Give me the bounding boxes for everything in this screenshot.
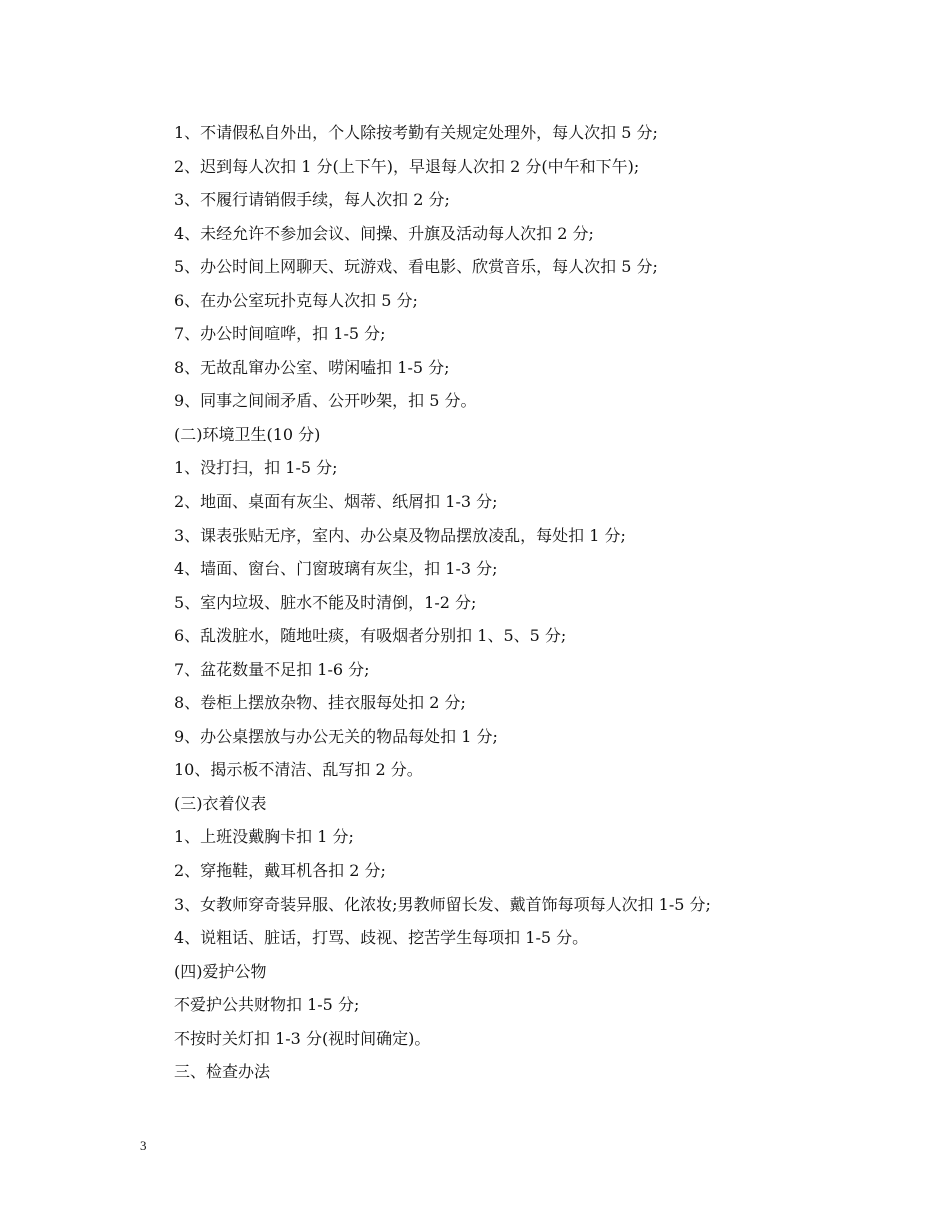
page-number: 3	[140, 1138, 147, 1153]
document-body	[174, 116, 914, 1089]
section-heading: (四)爱护公物	[174, 961, 267, 981]
list-item: 不爱护公共财物扣 1-5 分;	[174, 995, 360, 1015]
list-item: 6、在办公室玩扑克每人次扣 5 分;	[174, 290, 418, 310]
list-item: 6、乱泼脏水，随地吐痰，有吸烟者分别扣 1、5、5 分;	[174, 626, 567, 646]
section-heading: (二)环境卫生(10 分)	[174, 424, 321, 444]
list-item: 2、迟到每人次扣 1 分(上下午)，早退每人次扣 2 分(中午和下午);	[174, 156, 640, 176]
list-item: 10、揭示板不清洁、乱写扣 2 分。	[174, 760, 423, 780]
list-item: 4、未经允许不参加会议、间操、升旗及活动每人次扣 2 分;	[174, 223, 594, 243]
list-item: 1、不请假私自外出，个人除按考勤有关规定处理外，每人次扣 5 分;	[174, 123, 658, 142]
list-item: 5、办公时间上网聊天、玩游戏、看电影、欣赏音乐，每人次扣 5 分;	[174, 257, 658, 277]
list-item: 9、办公桌摆放与办公无关的物品每处扣 1 分;	[174, 726, 498, 746]
list-item: 1、没打扫，扣 1-5 分;	[174, 458, 338, 478]
list-item: 2、地面、桌面有灰尘、烟蒂、纸屑扣 1-3 分;	[174, 492, 498, 512]
list-item: 7、盆花数量不足扣 1-6 分;	[174, 659, 370, 679]
section-heading: 三、检查办法	[174, 1062, 271, 1082]
list-item: 4、说粗话、脏话，打骂、歧视、挖苦学生每项扣 1-5 分。	[174, 928, 589, 948]
list-item: 3、女教师穿奇装异服、化浓妆;男教师留长发、戴首饰每项每人次扣 1-5 分;	[174, 894, 711, 914]
section-heading: (三)衣着仪表	[174, 793, 267, 813]
list-item: 4、墙面、窗台、门窗玻璃有灰尘，扣 1-3 分;	[174, 559, 498, 579]
list-item: 7、办公时间喧哗，扣 1-5 分;	[174, 324, 386, 344]
list-item: 1、上班没戴胸卡扣 1 分;	[174, 827, 354, 847]
list-item: 3、课表张贴无序，室内、办公桌及物品摆放凌乱，每处扣 1 分;	[174, 525, 626, 545]
list-item: 8、无故乱窜办公室、唠闲嗑扣 1-5 分;	[174, 357, 450, 377]
list-item: 不按时关灯扣 1-3 分(视时间确定)。	[174, 1028, 431, 1048]
list-item: 8、卷柜上摆放杂物、挂衣服每处扣 2 分;	[174, 693, 466, 713]
list-item: 3、不履行请销假手续，每人次扣 2 分;	[174, 190, 450, 210]
list-item: 5、室内垃圾、脏水不能及时清倒，1-2 分;	[174, 592, 477, 612]
list-item: 2、穿拖鞋，戴耳机各扣 2 分;	[174, 861, 386, 881]
list-item: 9、同事之间闹矛盾、公开吵架，扣 5 分。	[174, 391, 477, 411]
